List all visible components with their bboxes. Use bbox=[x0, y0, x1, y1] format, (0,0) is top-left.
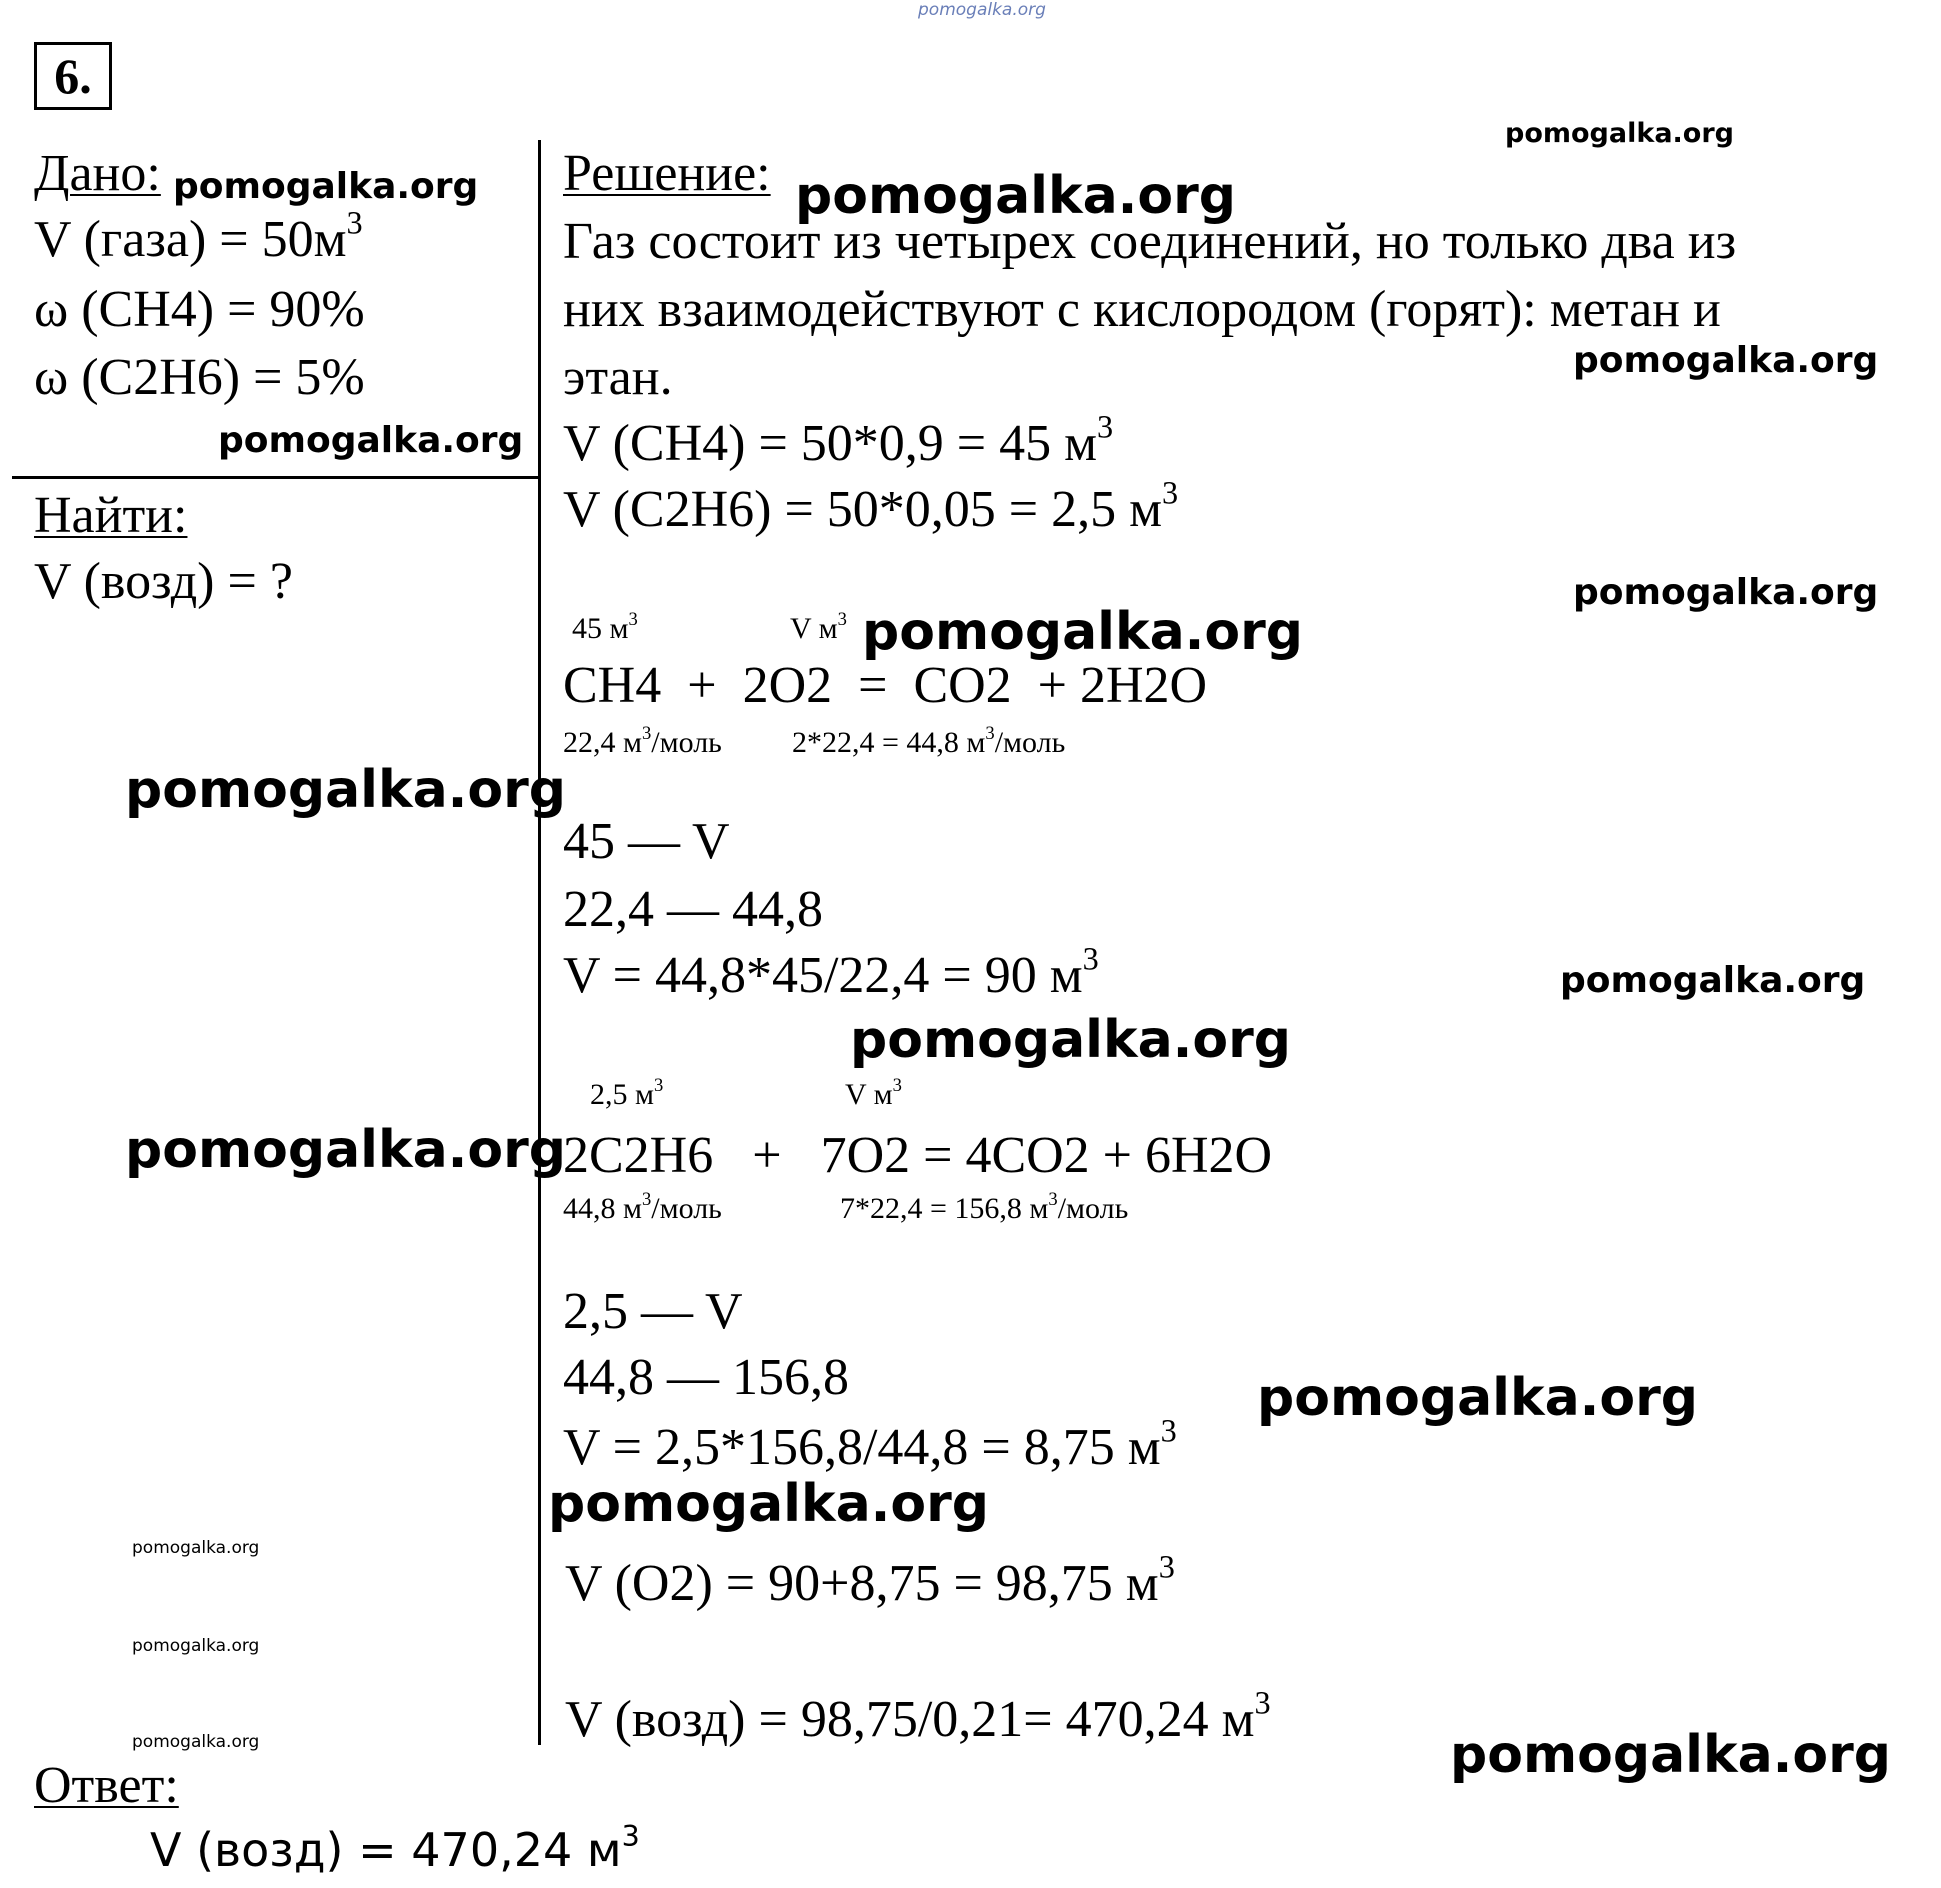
watermark: pomogalka.org bbox=[125, 760, 567, 820]
problem-number: 6. bbox=[34, 42, 112, 110]
solution-intro-line-2: них взаимодействуют с кислородом (горят): метан и bbox=[563, 281, 1721, 338]
watermark: pomogalka.org bbox=[1257, 1368, 1699, 1428]
reaction2-below-left: 44,8 $м^3$/моль bbox=[563, 1188, 722, 1225]
solution-title: Решение: bbox=[563, 145, 771, 202]
site-watermark-top: pomogalka.org bbox=[918, 0, 1046, 20]
proportion1-line-1: 45 — V bbox=[563, 813, 730, 870]
find-text: V (возд) = ? bbox=[34, 553, 293, 610]
given-gas-volume: V (газа) = $50м^3$ bbox=[34, 204, 363, 268]
find-title: Найти: bbox=[34, 487, 188, 544]
watermark: pomogalka.org bbox=[173, 166, 479, 207]
watermark: pomogalka.org bbox=[548, 1474, 990, 1534]
reaction2-above-left: 2,5 $м^3$ bbox=[590, 1074, 664, 1111]
watermark: pomogalka.org bbox=[132, 1538, 260, 1558]
watermark: pomogalka.org bbox=[1573, 340, 1879, 381]
methane-volume: V (CH4) = 50*0,9 = 45 $м^3$ bbox=[563, 408, 1114, 472]
watermark: pomogalka.org bbox=[1573, 572, 1879, 613]
proportion1-result: V = 44,8*45/22,4 = 90 $м^3$ bbox=[563, 940, 1099, 1004]
watermark: pomogalka.org bbox=[218, 420, 524, 461]
watermark: pomogalka.org bbox=[125, 1120, 567, 1180]
solution-intro-line-1: Газ состоит из четырех соединений, но только два из bbox=[563, 213, 1737, 270]
given-methane-fraction: ω (CH4) = 90% bbox=[34, 281, 365, 338]
reaction1-below-right: 2*22,4 = 44,8 $м^3$/моль bbox=[792, 722, 1066, 759]
watermark: pomogalka.org bbox=[132, 1732, 260, 1752]
answer-title: Ответ: bbox=[34, 1757, 179, 1814]
reaction2-below-right: 7*22,4 = 156,8 $м^3$/моль bbox=[840, 1188, 1129, 1225]
watermark: pomogalka.org bbox=[132, 1636, 260, 1656]
vertical-divider bbox=[538, 140, 541, 1745]
answer-text: V (возд) = 470,24 $м^3$ bbox=[150, 1820, 640, 1877]
reaction2-equation: 2C2H6 + 7O2 = 4CO2 + 6H2O bbox=[563, 1127, 1273, 1184]
reaction1-below-left: 22,4 $м^3$/моль bbox=[563, 722, 722, 759]
given-ethane-fraction: ω (C2H6) = 5% bbox=[34, 349, 365, 406]
watermark: pomogalka.org bbox=[862, 602, 1304, 662]
given-title: Дано: bbox=[34, 145, 161, 202]
reaction1-equation: CH4 + 2O2 = CO2 + 2H2O bbox=[563, 657, 1208, 714]
oxygen-volume: V (O2) = 90+8,75 = 98,75 $м^3$ bbox=[565, 1548, 1175, 1612]
proportion1-line-2: 22,4 — 44,8 bbox=[563, 881, 823, 938]
watermark: pomogalka.org bbox=[1450, 1725, 1892, 1785]
ethane-volume: V (C2H6) = 50*0,05 = 2,5 $м^3$ bbox=[563, 474, 1179, 538]
solution-intro-line-3: этан. bbox=[563, 349, 673, 406]
air-volume: V (возд) = 98,75/0,21= 470,24 $м^3$ bbox=[565, 1684, 1271, 1748]
reaction1-above-left: 45 $м^3$ bbox=[572, 608, 638, 645]
proportion2-line-2: 44,8 — 156,8 bbox=[563, 1349, 849, 1406]
watermark: pomogalka.org bbox=[1505, 118, 1734, 149]
watermark: pomogalka.org bbox=[795, 166, 1237, 226]
reaction2-above-right: V $м^3$ bbox=[845, 1074, 902, 1111]
proportion2-result: V = 2,5*156,8/44,8 = 8,75 $м^3$ bbox=[563, 1412, 1177, 1476]
reaction1-above-right: V $м^3$ bbox=[790, 608, 847, 645]
proportion2-line-1: 2,5 — V bbox=[563, 1283, 743, 1340]
horizontal-divider bbox=[12, 476, 540, 479]
watermark: pomogalka.org bbox=[850, 1010, 1292, 1070]
watermark: pomogalka.org bbox=[1560, 960, 1866, 1001]
